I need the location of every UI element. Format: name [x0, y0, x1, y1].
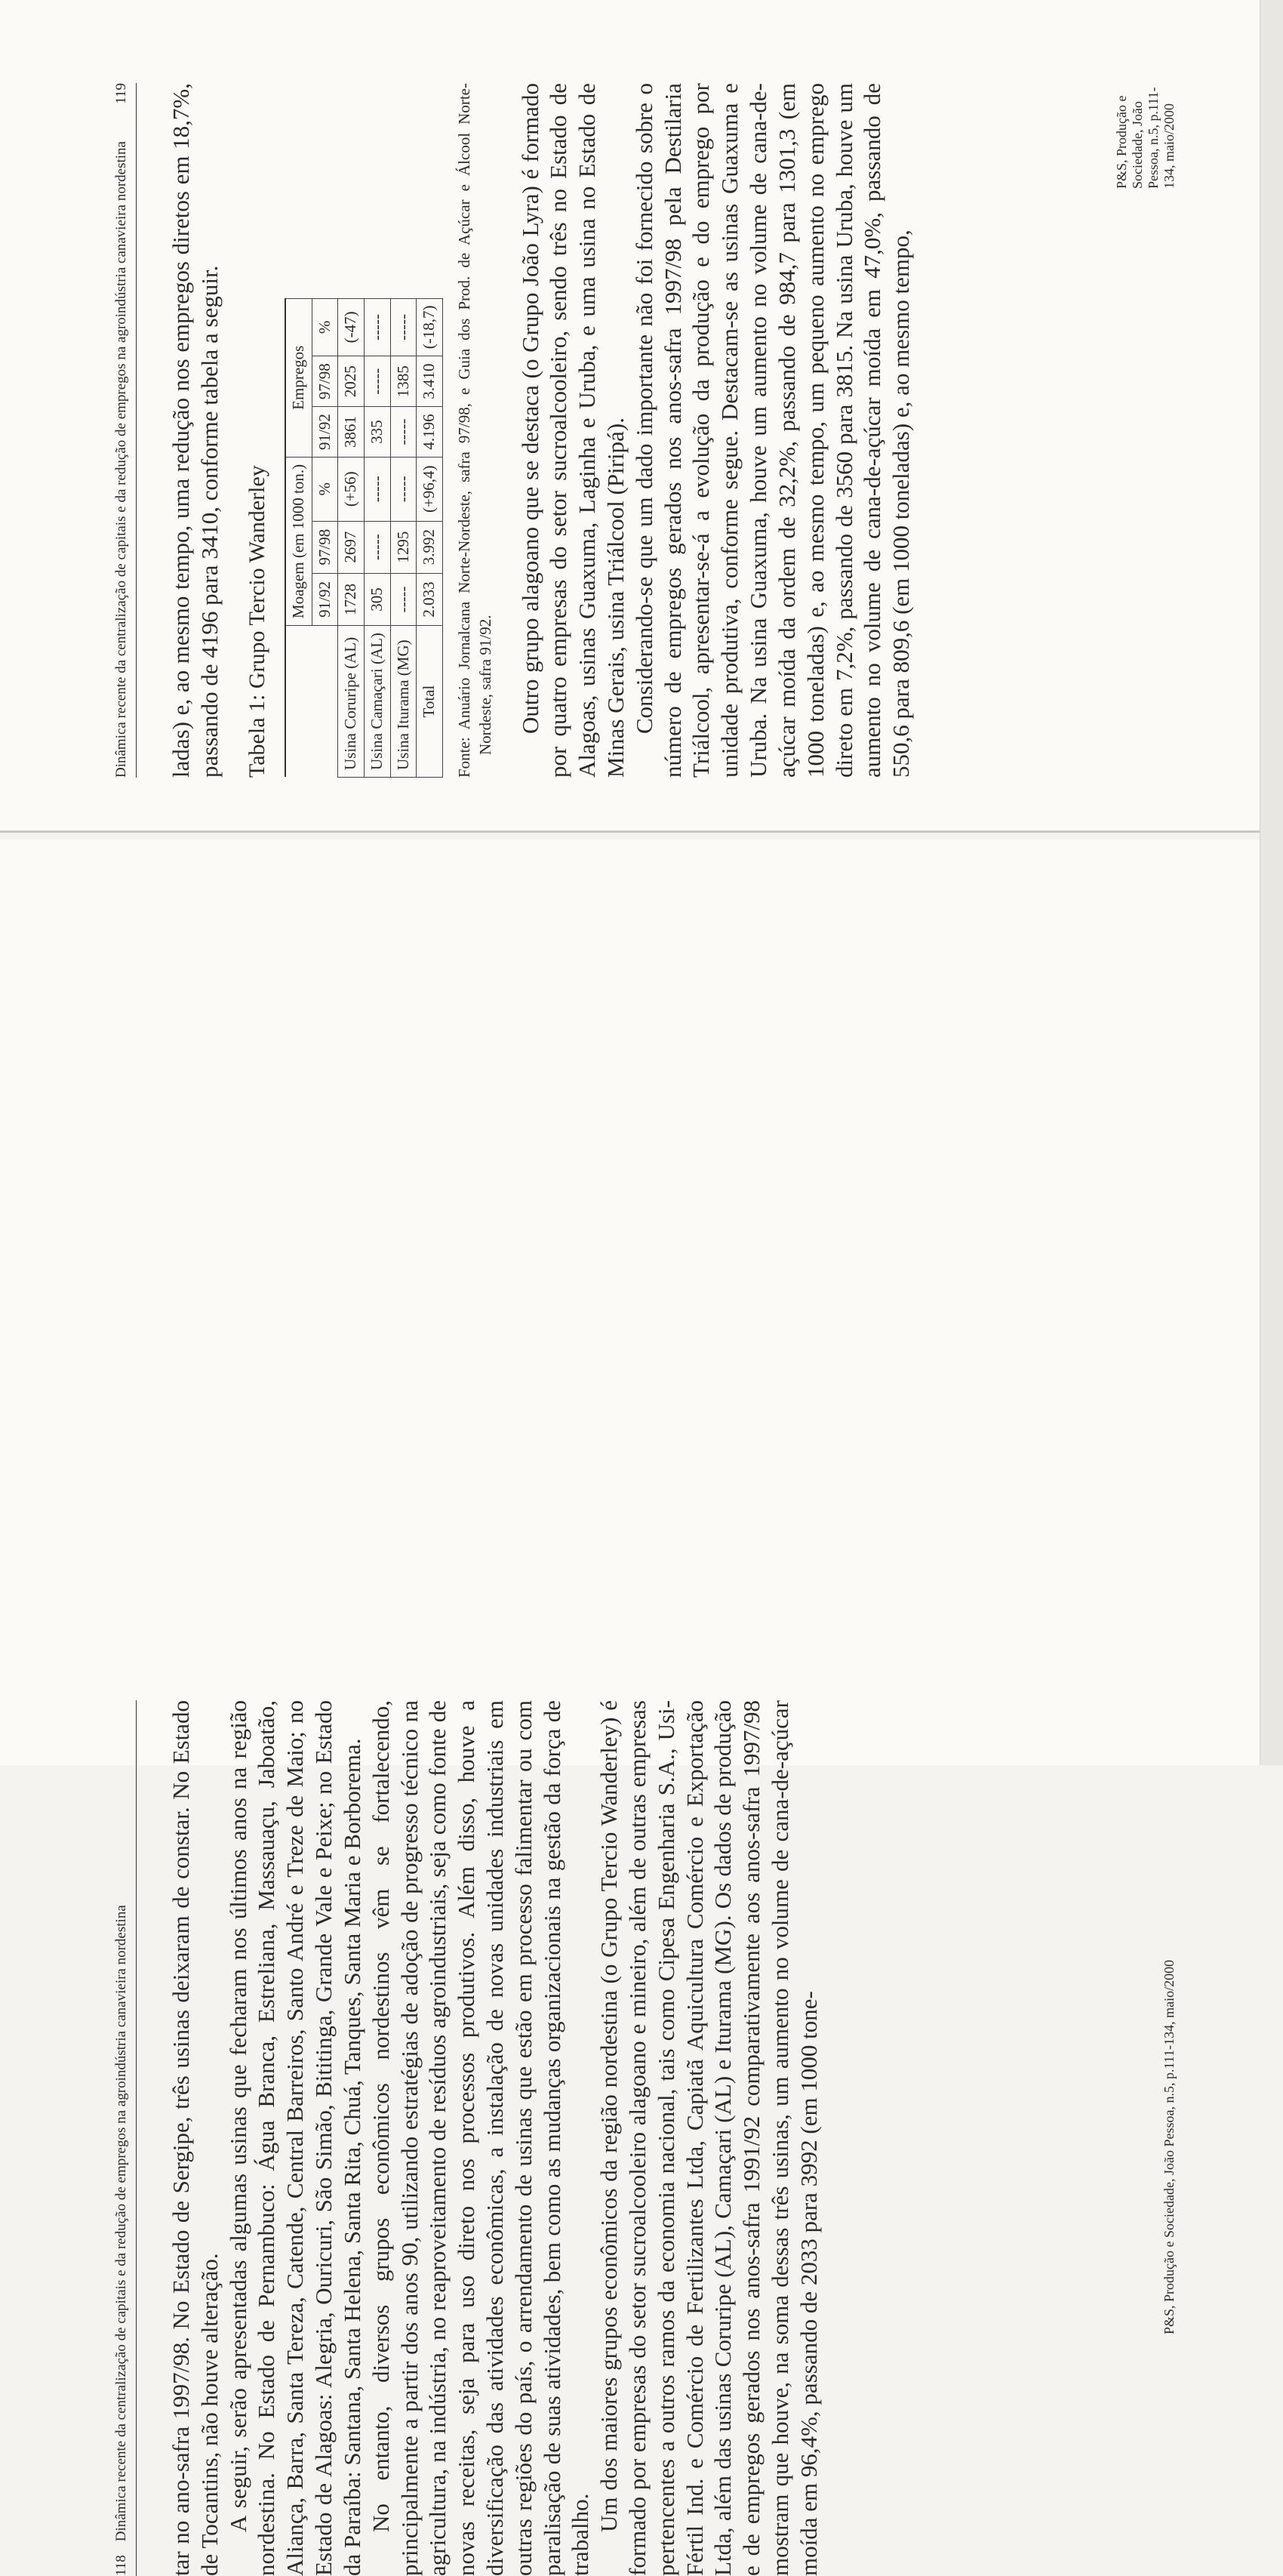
table-title: Tabela 1: Grupo Tercio Wanderley — [244, 465, 269, 778]
table-column-header: % — [312, 457, 338, 521]
table-cell: ----- — [365, 356, 391, 407]
table-cell: ----- — [390, 298, 417, 356]
table-corner — [285, 626, 338, 778]
table-row-label: Usina Coruripe (AL) — [338, 626, 365, 778]
table-group-header: Moagem (em 1000 ton.) — [285, 457, 312, 625]
table-row-label: Total — [417, 626, 443, 778]
table-cell: ----- — [365, 521, 391, 573]
table-cell: 335 — [365, 407, 391, 458]
page-118-content — [113, 1700, 1185, 2576]
data-table — [285, 298, 443, 778]
page-118 — [0, 840, 1260, 2576]
table-cell: 1728 — [338, 573, 365, 625]
table-cell: 2.033 — [417, 573, 443, 625]
page-119 — [0, 0, 1260, 833]
table-cell: ----- — [390, 407, 417, 458]
table-cell: ----- — [365, 298, 391, 356]
paragraph: tar no ano-safra 1997/98. No Estado de Sergipe, três usinas deixaram de constar. No Estado de Tocantins, não houve alteração. — [168, 1700, 223, 2576]
table-column-header: % — [312, 298, 338, 356]
page-footer: P&S, Produção e Sociedade, João Pessoa, n.5, p.111-134, maio/2000 — [1114, 87, 1177, 189]
running-head — [113, 1700, 137, 2576]
table-cell: (-18,7) — [417, 298, 443, 356]
table-row — [390, 298, 417, 777]
table-column-header: 91/92 — [312, 573, 338, 625]
table-row-label: Usina Iturama (MG) — [390, 626, 417, 778]
table-cell: 1295 — [390, 521, 417, 573]
table-cell: 1385 — [390, 356, 417, 407]
paragraph: A seguir, serão apresentadas algumas usinas que fecharam nos últimos anos na região nordestina. No Estado de Pernambuco: Água Branca, Estreliana, Massauaçu, Jaboatão, Aliança, Barra, Santa Tereza, Catende, Central Barreiros, Santo André e Treze de Maio; no Estado de Alagoas: Alegria, Ouricuri, São Simão, Bititinga, Grande Vale e Peixe; no Estado da Paraíba: Santana, Santa Helena, Santa Rita, Chuá, Tanques, Santa Maria e Borborema. — [224, 1700, 365, 2576]
table-cell: 2025 — [338, 356, 365, 407]
body-text — [167, 1700, 823, 2576]
table-total-row — [417, 298, 443, 777]
table-cell: 3.992 — [417, 521, 443, 573]
table-column-header: 91/92 — [312, 407, 338, 458]
page-number: 119 — [113, 83, 129, 104]
paragraph: ladas) e, ao mesmo tempo, uma redução nos empregos diretos em 18,7%, passando de 4196 para 3410, conforme tabela a seguir. — [168, 83, 223, 778]
table-cell: 4.196 — [417, 407, 443, 458]
table-row — [365, 298, 391, 777]
paragraph: No entanto, diversos grupos econômicos nordestinos vêm se fortalecendo, principalmente a partir dos anos 90, utilizando estratégias de adoção de progresso técnico na agricultura, na indústria, no reaproveitamento de resíduos agroindustriais, seja como fonte de novas receitas, seja para uso direto nos processos produtivos. Além disso, houve a diversificação das atividades econômicas, a instalação de novas unidades industriais em outras regiões do país, o arrendamento de usinas que estão em processo falimentar ou com paralisação de suas atividades, bem como as mudanças organizacionais na gestão da força de trabalho. — [367, 1700, 594, 2576]
paragraph: Outro grupo alagoano que se destaca (o Grupo João Lyra) é formado por quatro empresas do setor sucroalcooleiro, sendo três no Estado de Alagoas, usinas Guaxuma, Laginha e Uruba, e uma usina no Estado de Minas Gerais, usina Triálcool (Piripá). — [516, 83, 629, 778]
page-119-content — [113, 83, 1185, 778]
table-cell: 305 — [365, 573, 391, 625]
table-cell: (+56) — [338, 457, 365, 521]
running-head — [113, 83, 137, 778]
table-column-header: 97/98 — [312, 356, 338, 407]
running-head-title: Dinâmica recente da centralização de capitais e da redução de empregos na agroindústria canavieira nordestina — [113, 141, 129, 778]
table-cell: (+96,4) — [417, 457, 443, 521]
table-cell: ----- — [390, 457, 417, 521]
table-cell: ----- — [390, 573, 417, 625]
page-footer: P&S, Produção e Sociedade, João Pessoa, n.5, p.111-134, maio/2000 — [1161, 1959, 1177, 2334]
page-number: 118 — [113, 2555, 129, 2576]
paragraph: Considerando-se que um dado importante não foi fornecido sobre o número de empregos gerados nos anos-safra 1997/98 pela Destilaria Triálcool, apresentar-se-á a evolução da produção e do emprego por unidade produtiva, conforme segue. Destacam-se as usinas Guaxuma e Uruba. Na usina Guaxuma, houve um aumento no volume de cana-de-açúcar moída da ordem de 32,2%, passando de 984,7 para 1301,3 (em 1000 toneladas) e, ao mesmo tempo, um pequeno aumento no emprego direto em 7,2%, passando de 3560 para 3815. Na usina Uruba, houve um aumento no volume de cana-de-açúcar moída em 47,0%, passando de 550,6 para 809,6 (em 1000 toneladas) e, ao mesmo tempo, — [630, 83, 915, 778]
table-group-header: Empregos — [285, 298, 312, 457]
table-cell: (-47) — [338, 298, 365, 356]
running-head-title: Dinâmica recente da centralização de capitais e da redução de empregos na agroindústria canavieira nordestina — [113, 1905, 129, 2542]
table-cell: 2697 — [338, 521, 365, 573]
paragraph: Um dos maiores grupos econômicos da região nordestina (o Grupo Tercio Wanderley) é formado por empresas do setor sucroalcooleiro alagoano e mineiro, além de outras empresas pertencentes a outros ramos da economia nacional, tais como Cipesa Engenharia S.A., Usi-Fértil Ind. e Comércio de Fertilizantes Ltda, Capiatã Aquicultura Comércio e Exportação Ltda, além das usinas Coruripe (AL), Camaçari (AL) e Iturama (MG). Os dados de produção e de empregos gerados nos anos-safra 1991/92 comparativamente aos anos-safra 1997/98 mostram que houve, na soma dessas três usinas, um aumento no volume de cana-de-açúcar moída em 96,4%, passando de 2033 para 3992 (em 1000 tone- — [595, 1700, 822, 2576]
table-row — [338, 298, 365, 777]
table-column-header: 97/98 — [312, 521, 338, 573]
body-text — [167, 83, 915, 778]
page-edge — [1260, 0, 1283, 1765]
table-row-label: Usina Camaçari (AL) — [365, 626, 391, 778]
table-source-note: Fonte: Anuário Jornalcana Norte-Nordeste, safra 97/98, e Guia dos Prod. de Açúcar e Álcool Norte-Nordeste, safra 91/92. — [454, 83, 495, 778]
table-cell: 3861 — [338, 407, 365, 458]
table-cell: 3.410 — [417, 356, 443, 407]
table-cell: ----- — [365, 457, 391, 521]
